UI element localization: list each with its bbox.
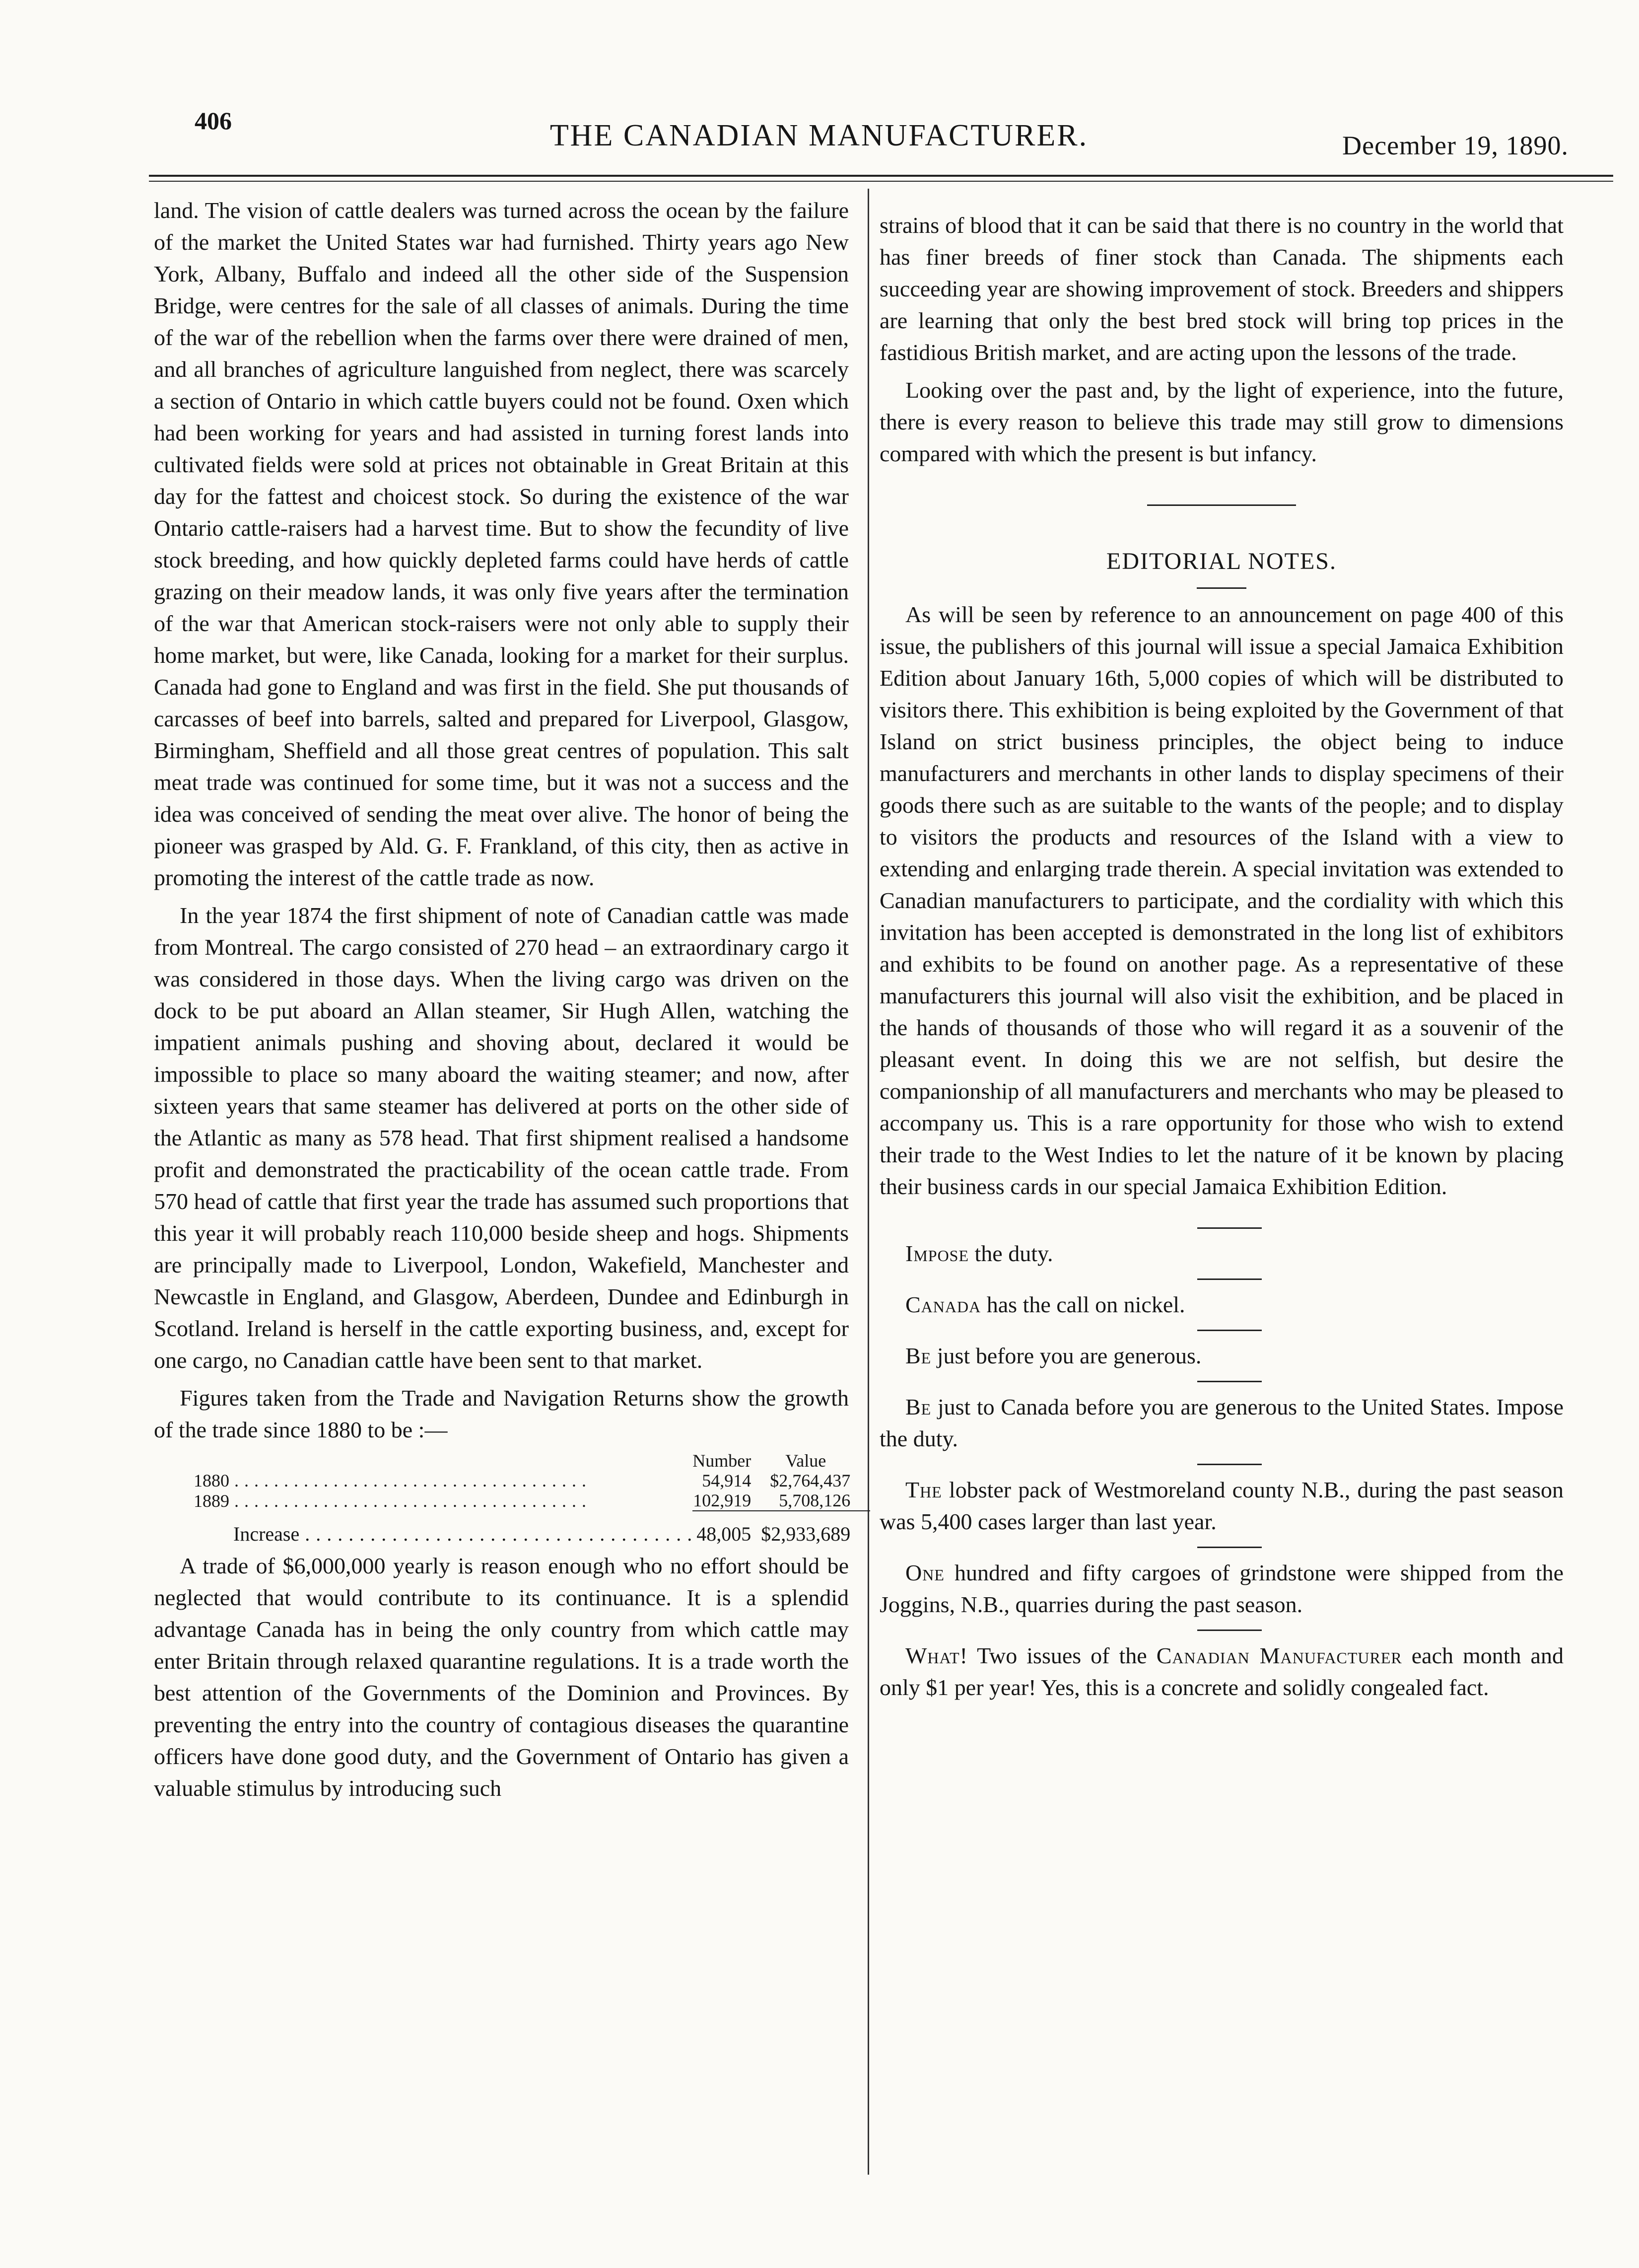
note-text: lobster pack of Westmoreland county N.B., during the past season was 5,400 cases larger than last year. (880, 1477, 1564, 1534)
article-paragraph: A trade of $6,000,000 yearly is reason enough who no effort should be neglected that would contribute to its continuance. It is a splendid advantage Canada has in being the only country from which cattle may enter Britain through relaxed quarantine regulations. It is a trade worth the best attention of the Governments of the Dominion and Provinces. By preventing the entry into the country of contagious diseases the quarantine officers have done good duty, and the Government of Ontario has given a valuable stimulus by introducing such (154, 1553, 849, 1801)
note-divider (1197, 1381, 1262, 1382)
note-divider (1197, 1227, 1262, 1229)
note-text: just to Canada before you are generous to the United States. Impose the duty. (880, 1394, 1564, 1451)
editorial-note (880, 1557, 1564, 1621)
column-header-value: Value (785, 1451, 826, 1471)
note-lead: What! (905, 1643, 968, 1668)
page-number: 406 (195, 107, 232, 135)
note-divider (1197, 1630, 1262, 1631)
editorial-note (880, 1640, 1564, 1703)
note-divider (1197, 1278, 1262, 1280)
table-row (154, 1490, 870, 1511)
editorial-note (880, 1474, 1564, 1538)
note-lead: Canada (905, 1292, 981, 1317)
article-paragraph: Figures taken from the Trade and Navigation Returns show the growth of the trade since 1880 to be :— (154, 1385, 849, 1442)
row-value: $2,764,437 (770, 1471, 851, 1490)
journal-name: Canadian Manufacturer (1156, 1643, 1402, 1668)
note-text: just before you are generous. (931, 1343, 1202, 1368)
note-text: hundred and fifty cargoes of grindstone were shipped from the Joggins, N.B., quarries during the past season. (880, 1560, 1564, 1617)
issue-date: December 19, 1890. (1342, 131, 1569, 160)
editorial-note (880, 1391, 1564, 1455)
left-column (154, 195, 849, 1804)
article-paragraph: Looking over the past and, by the light of experience, into the future, there is every reason to believe this trade may still grow to dimensions compared with which the present is but infancy. (880, 377, 1564, 466)
note-lead: Impose (905, 1241, 969, 1266)
note-lead: One (905, 1560, 945, 1585)
masthead-title: THE CANADIAN MANUFACTURER. (549, 119, 1089, 152)
header-rule-thin (149, 181, 1613, 182)
row-value: 5,708,126 (779, 1490, 851, 1510)
note-text: the duty. (969, 1241, 1053, 1266)
note-text: Two issues of the (967, 1643, 1157, 1668)
heading-rule (1197, 587, 1246, 589)
table-row (154, 1471, 870, 1490)
column-header-number: Number (692, 1451, 751, 1471)
note-text: has the call on nickel. (981, 1292, 1185, 1317)
row-year: 1880 (194, 1471, 229, 1490)
note-divider (1197, 1547, 1262, 1548)
note-lead: Be (905, 1394, 932, 1419)
editorial-note (880, 1238, 1564, 1270)
table-header-row (154, 1451, 870, 1471)
column-divider (868, 189, 869, 2175)
trade-figures-table (154, 1451, 870, 1544)
row-year: 1889 (194, 1491, 229, 1511)
editorial-notes-heading: EDITORIAL NOTES. (1106, 548, 1337, 574)
header-rule-thick (149, 175, 1613, 177)
note-lead: Be (905, 1343, 932, 1368)
note-divider (1197, 1330, 1262, 1331)
right-column (880, 210, 1564, 1703)
increase-number: 48,005 (692, 1511, 761, 1544)
article-paragraph: strains of blood that it can be said that there is no country in the world that has finer breeds of finer stock than Canada. The shipments each succeeding year are showing improvement of stock. Breeders and shippers are learning that only the best bred stock will bring top prices in the fastidious British market, and are acting upon the lessons of the trade. (880, 213, 1564, 365)
editorial-note (880, 1340, 1564, 1372)
note-divider (1197, 1464, 1262, 1465)
increase-value: $2,933,689 (761, 1511, 870, 1544)
article-paragraph: land. The vision of cattle dealers was turned across the ocean by the failure of the market the United States war had furnished. Thirty years ago New York, Albany, Buffalo and indeed all the other side of the Suspension Bridge, were centres for the sale of all classes of animals. During the time of the war of the rebellion when the farms over there were drained of men, and all branches of agriculture languished from neglect, there was scarcely a section of Ontario in which cattle buyers could not be found. Oxen which had been working for years and had assisted in turning forest lands into cultivated fields were sold at prices not obtainable in Great Britain at this day for the fattest and choicest stock. So during the existence of the war Ontario cattle-raisers had a harvest time. But to show the fecundity of live stock breeding, and how quickly depleted farms could have herds of cattle grazing on their meadow lands, it was only five years after the termination of the war that American stock-raisers were not only able to supply their home market, but were, like Canada, looking for a market for their surplus. Canada had gone to England and was first in the field. She put thousands of carcasses of beef into barrels, salted and prepared for Liverpool, Glasgow, Birmingham, Sheffield and all those great centres of population. This salt meat trade was continued for some time, but it was not a success and the idea was conceived of sending the meat over alive. The honor of being the pioneer was grasped by Ald. G. F. Frankland, of this city, then as active in promoting the interest of the cattle trade as now. (154, 198, 849, 890)
section-divider (1147, 504, 1296, 506)
article-paragraph: In the year 1874 the first shipment of note of Canadian cattle was made from Montreal. The cargo consisted of 270 head – an extraordinary cargo it was considered in those days. When the living cargo was driven on the dock to be put aboard an Allan steamer, Sir Hugh Allen, watching the impatient animals pushing and shoving about, declared it would be impossible to place so many aboard the waiting steamer; and now, after sixteen years that same steamer has delivered at ports on the other side of the Atlantic as many as 578 head. That first shipment realised a handsome profit and demonstrated the practicability of the ocean cattle trade. From 570 head of cattle that first year the trade has assumed such proportions that this year it will probably reach 110,000 beside sheep and hogs. Shipments are principally made to Liverpool, London, Wakefield, Manchester and Newcastle in England, and Glasgow, Aberdeen, Dundee and Edinburgh in Scotland. Ireland is herself in the cattle exporting business, and, except for one cargo, no Canadian cattle have been sent to that market. (154, 903, 849, 1373)
row-number: 102,919 (693, 1490, 751, 1510)
row-number: 54,914 (702, 1471, 751, 1490)
editorial-paragraph: As will be seen by reference to an announcement on page 400 of this issue, the publishers of this journal will issue a special Jamaica Exhibition Edition about January 16th, 5,000 copies of which will be distributed to visitors there. This exhibition is being exploited by the Government of that Island on strict business principles, the object being to induce manufacturers and merchants in other lands to display specimens of their goods there such as are suitable to the wants of the people; and to display to visitors the products and resources of the Island with a view to extending and enlarging trade therein. A special invitation was extended to Canadian manufacturers to participate, and the cordiality with which this invitation has been accepted is demonstrated in the long list of exhibitors and exhibits to be found on another page. As a representative of these manufacturers this journal will also visit the exhibition, and be placed in the hands of thousands of those who will regard it as a souvenir of the pleasant event. In doing this we are not selfish, but desire the companionship of all manufacturers and merchants who may be pleased to accompany us. This is a rare opportunity for those who wish to extend their trade to the West Indies to let the nature of it be known by placing their business cards in our special Jamaica Exhibition Edition. (880, 602, 1564, 1199)
note-lead: The (905, 1477, 942, 1502)
increase-label: Increase (233, 1524, 300, 1544)
note-text: each month and only $1 per year! Yes, this is a concrete and solidly congealed fact. (880, 1643, 1564, 1700)
editorial-note (880, 1289, 1564, 1321)
table-total-row (154, 1511, 870, 1544)
